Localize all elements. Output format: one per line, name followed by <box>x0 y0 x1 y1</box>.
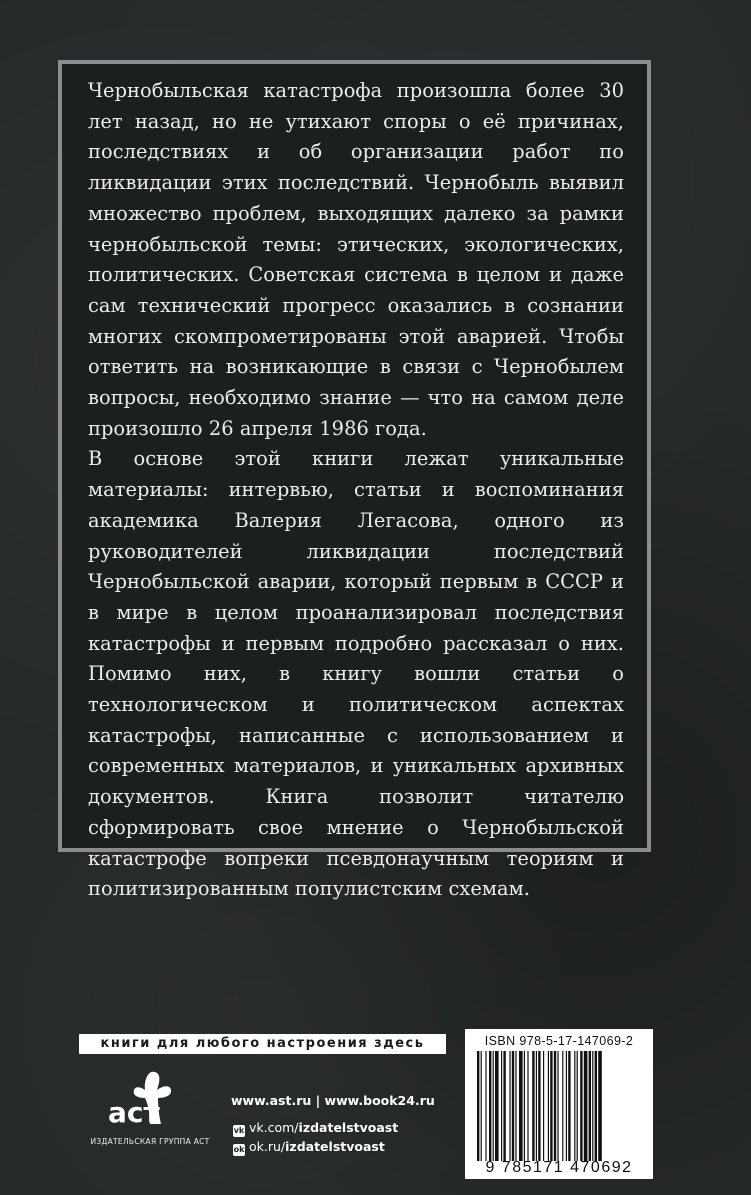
barcode-panel <box>465 1029 653 1179</box>
ast-logo <box>104 1064 178 1134</box>
barcode-icon <box>477 1051 639 1161</box>
blurb-frame <box>58 60 651 901</box>
vk-prefix: vk.com/ <box>249 1120 299 1135</box>
ok-prefix: ok.ru/ <box>249 1139 286 1154</box>
vk-icon: vk <box>233 1126 245 1135</box>
vk-link[interactable] <box>233 1120 398 1137</box>
blurb-paragraph-1: Чернобыльская катастрофа произошла более 30 лет назад, но не утихают споры о её причинах, последствиях и об организации работ по ликвидации этих последствий. Чернобыль выявил множество проблем, выходящих далеко за рамки чернобыльской темы: этических, экологических, политических. Советская система в целом и даже сам технический прогресс оказались в сознании многих скомпрометированы этой аварией. Чтобы ответить на возникающие в связи с Чернобылем вопросы, необходимо знание — что на самом деле произошло 26 апреля 1986 года. <box>88 79 624 440</box>
tagline-banner: книги для любого настроения здесь <box>79 1034 446 1054</box>
ok-link[interactable] <box>233 1139 385 1156</box>
ok-icon: ok <box>233 1145 245 1154</box>
vk-handle: izdatelstvoast <box>298 1120 399 1135</box>
ok-handle: izdatelstvoast <box>285 1139 385 1154</box>
blurb-text <box>88 76 624 905</box>
isbn-number: ISBN 978-5-17-147069-2 <box>484 1034 634 1048</box>
website-links[interactable]: www.ast.ru | www.book24.ru <box>231 1093 435 1108</box>
logo-text: аст <box>108 1096 160 1129</box>
barcode-digits: 9 785171 470692 <box>485 1159 633 1176</box>
blurb-paragraph-2: В основе этой книги лежат уникальные материалы: интервью, статьи и воспоминания академика Валерия Легасова, одного из руководителей ликвидации последствий Чернобыльской аварии, который первым в СССР и в мире в целом проанализировал последствия катастрофы и первым подробно рассказал о них. Помимо них, в книгу вошли статьи о технологическом и политическом аспектах катастрофы, написанные с использованием и современных материалов, и уникальных архивных документов. Книга позволит читателю сформировать свое мнение о Чернобыльской катастрофе вопреки псевдонаучным теориям и политизированным популистским схемам. <box>88 447 624 901</box>
publisher-name: ИЗДАТЕЛЬСКАЯ ГРУППА АСТ <box>90 1137 210 1146</box>
